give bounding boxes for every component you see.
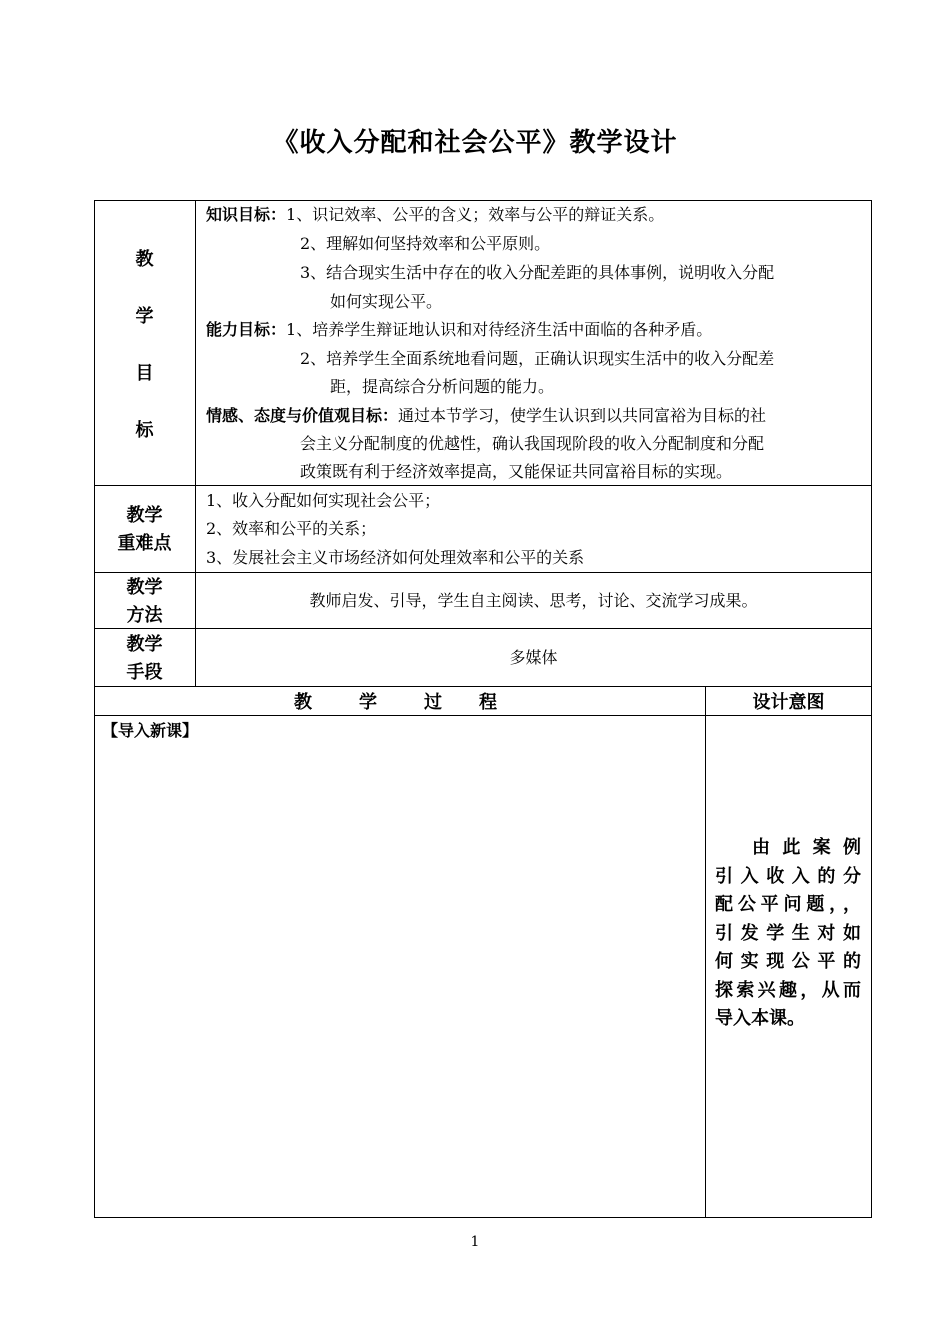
goals-label-char: 学 [135, 306, 154, 327]
row-divider [94, 572, 872, 573]
design-intent-line: 何实现公平的 [715, 951, 861, 972]
key-points-label: 教学 [126, 505, 163, 526]
page-number: 1 [470, 1234, 480, 1250]
knowledge-goal-label: 知识目标： [206, 205, 287, 224]
intent-column-divider [705, 686, 706, 1217]
ability-goal-line: 距，提高综合分析问题的能力。 [330, 377, 555, 396]
process-header-char: 过 [424, 692, 442, 713]
emotion-goal-line: 情感、态度与价值观目标：通过本节学习，使学生认识到以共同富裕为目标的社 [206, 406, 767, 425]
means-label: 教学 [126, 634, 163, 655]
table-border-right [871, 200, 872, 1218]
means-label: 手段 [126, 662, 163, 683]
ability-goal-line: 2、培养学生全面系统地看问题，正确认识现实生活中的收入分配差 [300, 349, 775, 368]
table-border-left [94, 200, 95, 1218]
goals-label-char: 教 [135, 249, 154, 270]
goals-label-char: 目 [135, 363, 154, 384]
key-points-label: 重难点 [117, 533, 172, 554]
knowledge-goal-line: 3、结合现实生活中存在的收入分配差距的具体事例，说明收入分配 [300, 263, 775, 282]
emotion-goal-line: 会主义分配制度的优越性，确认我国现阶段的收入分配制度和分配 [300, 434, 765, 453]
means-text: 多媒体 [509, 648, 558, 667]
design-intent-line: 导入本课。 [715, 1008, 805, 1029]
process-header-char: 教 [294, 692, 312, 713]
ability-goal-line: 能力目标：1、培养学生辩证地认识和对待经济生活中面临的各种矛盾。 [206, 320, 713, 339]
process-header-char: 程 [479, 692, 497, 713]
goals-label-char: 标 [135, 420, 154, 441]
row-divider [94, 628, 872, 629]
key-point-item: 3、发展社会主义市场经济如何处理效率和公平的关系 [206, 548, 585, 567]
design-intent-line: 由此案例 [752, 837, 861, 858]
key-point-item: 1、收入分配如何实现社会公平； [206, 491, 441, 510]
process-header-char: 学 [359, 692, 377, 713]
emotion-goal-label: 情感、态度与价值观目标： [206, 406, 399, 425]
method-text: 教师启发、引导，学生自主阅读、思考，讨论、交流学习成果。 [309, 591, 758, 610]
key-point-item: 2、效率和公平的关系； [206, 519, 377, 538]
row-divider [94, 715, 872, 716]
design-intent-text [715, 834, 861, 1034]
design-intent-line: 配公平问题，， [715, 894, 861, 915]
lesson-design-table [94, 200, 872, 1218]
design-intent-line: 探索兴趣，从而 [715, 979, 861, 1001]
ability-goal-label: 能力目标： [206, 320, 287, 339]
method-label: 方法 [126, 605, 163, 626]
table-border-bottom [94, 1217, 872, 1218]
row-divider [94, 686, 872, 687]
section-label-intro: 【导入新课】 [102, 721, 199, 740]
design-intent-line: 引入收入的分 [715, 865, 861, 887]
knowledge-goal-line: 如何实现公平。 [330, 292, 443, 311]
intent-header: 设计意图 [752, 692, 825, 713]
document-title: 《收入分配和社会公平》教学设计 [272, 128, 678, 158]
knowledge-goal-line: 2、理解如何坚持效率和公平原则。 [300, 234, 551, 253]
emotion-goal-line: 政策既有利于经济效率提高，又能保证共同富裕目标的实现。 [300, 462, 733, 481]
method-label: 教学 [126, 577, 163, 598]
knowledge-goal-line: 知识目标：1、识记效率、公平的含义；效率与公平的辩证关系。 [206, 205, 665, 224]
design-intent-line: 引发学生对如 [715, 922, 861, 944]
